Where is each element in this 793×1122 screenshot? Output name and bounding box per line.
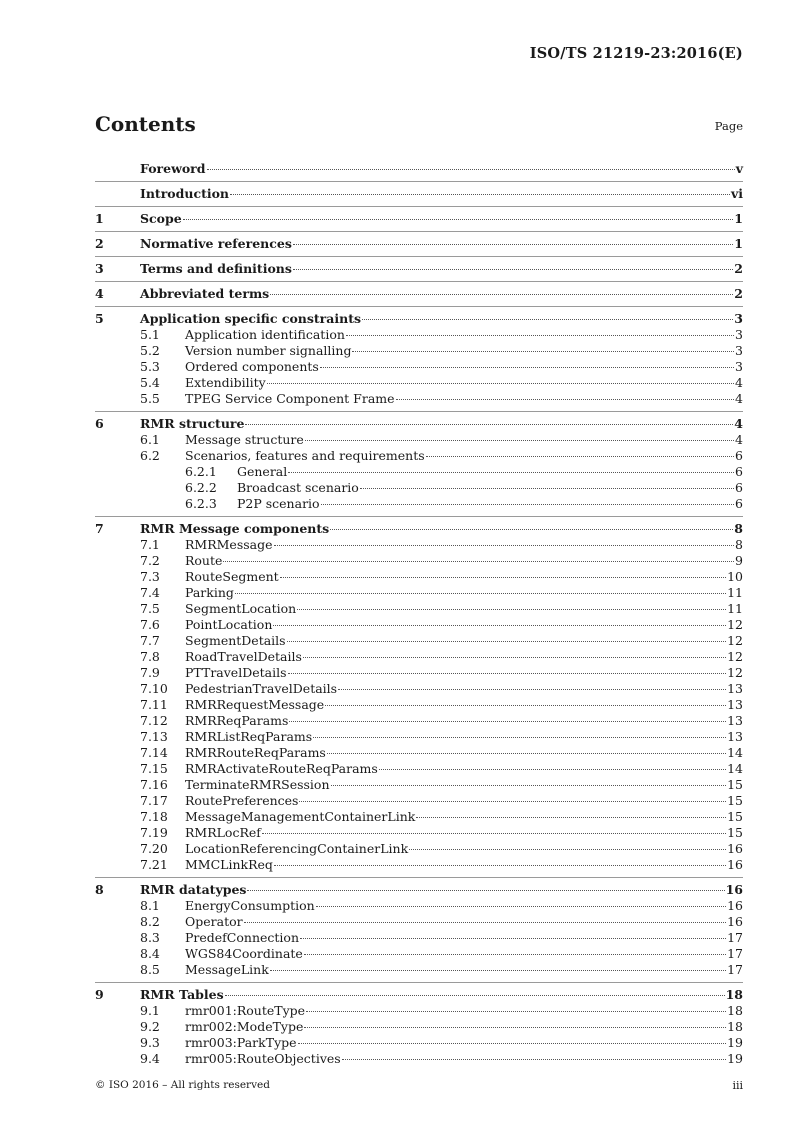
toc-clause [95, 256, 743, 281]
toc-entry-number: 7 [95, 521, 104, 536]
toc-entry-page: 16 [727, 898, 743, 913]
toc-entry-page: 11 [727, 585, 743, 600]
toc-entry-number: 1 [95, 211, 104, 226]
toc-entry-number: 5.5 [140, 391, 160, 406]
toc-entry-number: 6.2.2 [185, 480, 217, 495]
toc-entry-title: Extendibility [185, 375, 266, 390]
copyright-notice: © ISO 2016 – All rights reserved [95, 1079, 270, 1091]
dot-leader [303, 657, 726, 658]
toc-entry-title: Application specific constraints [140, 311, 362, 326]
toc-entry-title: RoadTravelDetails [185, 649, 302, 664]
toc-clause [95, 157, 743, 181]
toc-entry-title: MessageManagementContainerLink [185, 809, 416, 824]
toc-entry[interactable] [95, 649, 743, 665]
toc-entry-title: rmr003:ParkType [185, 1035, 297, 1050]
dot-leader [280, 577, 726, 578]
toc-entry-title: Terms and definitions [140, 261, 292, 276]
toc-entry-page: 8 [734, 521, 743, 536]
toc-entry[interactable] [95, 359, 743, 375]
toc-entry[interactable] [95, 211, 743, 227]
toc-entry-number: 6 [95, 416, 104, 431]
toc-entry-number: 5.4 [140, 375, 160, 390]
toc-entry-page: 16 [725, 882, 743, 897]
toc-entry-title: MMCLinkReq [185, 857, 273, 872]
toc-entry-number: 7.17 [140, 793, 168, 808]
toc-entry-page: 6 [735, 496, 743, 511]
toc-entry-number: 6.2.3 [185, 496, 217, 511]
toc-entry-page: 15 [727, 777, 743, 792]
toc-entry-number: 7.3 [140, 569, 160, 584]
toc-clause [95, 516, 743, 877]
toc-clause [95, 411, 743, 516]
toc-entry[interactable] [95, 537, 743, 553]
toc-entry-page: 12 [727, 665, 743, 680]
toc-entry-page: 17 [727, 946, 743, 961]
toc-entry[interactable] [95, 665, 743, 681]
toc-entry-number: 5.3 [140, 359, 160, 374]
toc-entry-page: vi [730, 186, 743, 201]
toc-entry-number: 6.2.1 [185, 464, 217, 479]
toc-entry-page: 6 [735, 448, 743, 463]
dot-leader [304, 1027, 726, 1028]
toc-entry-title: RMR Tables [140, 987, 224, 1002]
toc-entry-number: 7.11 [140, 697, 168, 712]
toc-entry-title: RMRRequestMessage [185, 697, 325, 712]
toc-entry[interactable] [95, 375, 743, 391]
toc-entry-number: 9.4 [140, 1051, 160, 1066]
toc-entry-page: 13 [727, 697, 743, 712]
toc-entry-title: P2P scenario [237, 496, 320, 511]
dot-leader [306, 1011, 726, 1012]
dot-leader [230, 194, 730, 195]
dot-leader [270, 970, 726, 971]
toc-entry-title: RMR structure [140, 416, 245, 431]
toc-entry-title: RoutePreferences [185, 793, 299, 808]
toc-entry-page: 19 [727, 1035, 743, 1050]
toc-entry-number: 7.14 [140, 745, 168, 760]
toc-entry[interactable] [95, 841, 743, 857]
dot-leader [331, 785, 727, 786]
toc-entry-title: RMR Message components [140, 521, 330, 536]
toc-entry-page: 14 [727, 745, 743, 760]
dot-leader [297, 609, 726, 610]
dot-leader [247, 890, 724, 891]
toc-entry-title: PedestrianTravelDetails [185, 681, 338, 696]
toc-entry-number: 7.6 [140, 617, 160, 632]
toc-entry-title: Parking [185, 585, 234, 600]
toc-entry-page: 10 [727, 569, 743, 584]
dot-leader [362, 319, 733, 320]
toc-entry-title: RouteSegment [185, 569, 279, 584]
toc-entry[interactable] [95, 585, 743, 601]
toc-entry-page: 13 [727, 729, 743, 744]
toc-entry-number: 8.1 [140, 898, 160, 913]
toc-entry[interactable] [95, 236, 743, 252]
toc-entry-page: 6 [735, 480, 743, 495]
toc-clause [95, 281, 743, 306]
dot-leader [287, 641, 727, 642]
toc-entry-title: RMRMessage [185, 537, 273, 552]
toc-entry-title: RMRListReqParams [185, 729, 313, 744]
toc-entry-title: RMRRouteReqParams [185, 745, 326, 760]
dot-leader [273, 625, 726, 626]
toc-entry[interactable] [95, 343, 743, 359]
toc-entry[interactable] [95, 745, 743, 761]
toc-entry-page: 4 [735, 391, 743, 406]
toc-entry-title: rmr002:ModeType [185, 1019, 304, 1034]
toc-entry-number: 5.2 [140, 343, 160, 358]
toc-entry-page: 3 [735, 343, 743, 358]
toc-entry[interactable] [95, 286, 743, 302]
toc-entry-number: 8 [95, 882, 104, 897]
dot-leader [304, 954, 726, 955]
toc-entry-title: PredefConnection [185, 930, 299, 945]
toc-entry-number: 7.9 [140, 665, 160, 680]
toc-entry-title: SegmentLocation [185, 601, 297, 616]
toc-entry-title: rmr001:RouteType [185, 1003, 306, 1018]
toc-entry-page: 17 [727, 930, 743, 945]
toc-entry-number: 2 [95, 236, 104, 251]
toc-entry-page: 15 [727, 825, 743, 840]
toc-entry-page: 1 [734, 211, 743, 226]
toc-entry[interactable] [95, 521, 743, 537]
toc-clause [95, 231, 743, 256]
toc-clause [95, 982, 743, 1071]
toc-entry-page: 2 [734, 286, 743, 301]
dot-leader [320, 367, 734, 368]
toc-entry[interactable] [95, 825, 743, 841]
toc-entry-number: 8.4 [140, 946, 160, 961]
toc-entry[interactable] [95, 857, 743, 873]
toc-entry[interactable] [95, 882, 743, 898]
toc-entry-number: 9.3 [140, 1035, 160, 1050]
toc-clause [95, 877, 743, 982]
page-number: iii [732, 1079, 743, 1092]
toc-entry-number: 8.2 [140, 914, 160, 929]
toc-entry-number: 5 [95, 311, 104, 326]
toc-entry-number: 7.7 [140, 633, 160, 648]
toc-entry-title: Abbreviated terms [140, 286, 270, 301]
toc-entry-number: 7.19 [140, 825, 168, 840]
dot-leader [342, 1059, 726, 1060]
toc-entry-title: SegmentDetails [185, 633, 286, 648]
toc-entry-title: WGS84Coordinate [185, 946, 303, 961]
toc-entry-page: 19 [727, 1051, 743, 1066]
toc-entry-title: RMRActivateRouteReqParams [185, 761, 378, 776]
toc-entry-title: Scenarios, features and requirements [185, 448, 425, 463]
toc-entry[interactable] [95, 464, 743, 480]
toc-entry-title: MessageLink [185, 962, 269, 977]
toc-entry[interactable] [95, 601, 743, 617]
toc-entry-number: 7.13 [140, 729, 168, 744]
toc-entry-page: 4 [735, 432, 743, 447]
dot-leader [327, 753, 726, 754]
toc-entry[interactable] [95, 432, 743, 448]
toc-entry[interactable] [95, 987, 743, 1003]
document-identifier: ISO/TS 21219-23:2016(E) [529, 45, 743, 62]
toc-entry[interactable] [95, 161, 743, 177]
toc-entry[interactable] [95, 261, 743, 277]
toc-entry-number: 4 [95, 286, 104, 301]
toc-entry[interactable] [95, 480, 743, 496]
dot-leader [313, 737, 726, 738]
toc-entry-page: 13 [727, 681, 743, 696]
toc-entry-number: 7.20 [140, 841, 168, 856]
toc-entry-page: 4 [735, 375, 743, 390]
dot-leader [274, 545, 735, 546]
dot-leader [416, 817, 726, 818]
toc-entry-title: rmr005:RouteObjectives [185, 1051, 341, 1066]
toc-entry[interactable] [95, 1051, 743, 1067]
toc-entry[interactable] [95, 761, 743, 777]
toc-entry-page: 18 [727, 1003, 743, 1018]
toc-entry-number: 7.21 [140, 857, 168, 872]
toc-entry-number: 9 [95, 987, 104, 1002]
dot-leader [225, 995, 725, 996]
toc-entry[interactable] [95, 793, 743, 809]
toc-entry-number: 9.2 [140, 1019, 160, 1034]
toc-entry-number: 7.16 [140, 777, 168, 792]
toc-entry-number: 8.5 [140, 962, 160, 977]
toc-entry-page: 3 [735, 359, 743, 374]
toc-entry-number: 7.15 [140, 761, 168, 776]
toc-entry-number: 7.2 [140, 553, 160, 568]
dot-leader [288, 673, 727, 674]
toc-entry-page: 4 [734, 416, 743, 431]
toc-entry-number: 7.1 [140, 537, 160, 552]
dot-leader [325, 705, 726, 706]
toc-entry-title: PointLocation [185, 617, 273, 632]
toc-entry[interactable] [95, 553, 743, 569]
toc-entry-title: TerminateRMRSession [185, 777, 330, 792]
toc-entry[interactable] [95, 962, 743, 978]
toc-entry[interactable] [95, 930, 743, 946]
dot-leader [245, 424, 733, 425]
toc-entry-title: Message structure [185, 432, 304, 447]
dot-leader [293, 244, 733, 245]
toc-clause [95, 206, 743, 231]
toc-entry-page: 3 [735, 327, 743, 342]
toc-entry-number: 6.2 [140, 448, 160, 463]
dot-leader [293, 269, 733, 270]
toc-entry-title: Normative references [140, 236, 292, 251]
toc-entry-title: General [237, 464, 288, 479]
toc-entry-title: Foreword [140, 161, 206, 176]
toc-entry[interactable] [95, 914, 743, 930]
toc-entry[interactable] [95, 617, 743, 633]
toc-entry-title: Scope [140, 211, 182, 226]
dot-leader [305, 440, 734, 441]
toc-entry-title: Ordered components [185, 359, 319, 374]
toc-entry-page: 13 [727, 713, 743, 728]
toc-entry-title: LocationReferencingContainerLink [185, 841, 409, 856]
toc-entry-number: 7.5 [140, 601, 160, 616]
toc-entry[interactable] [95, 729, 743, 745]
dot-leader [396, 399, 735, 400]
toc-entry-page: 9 [735, 553, 743, 568]
toc-entry-title: Application identification [185, 327, 345, 342]
toc-entry[interactable] [95, 186, 743, 202]
toc-entry[interactable] [95, 681, 743, 697]
toc-entry-number: 7.4 [140, 585, 160, 600]
dot-leader [244, 922, 726, 923]
dot-leader [235, 593, 726, 594]
dot-leader [338, 689, 726, 690]
contents-heading: Contents [95, 112, 196, 136]
toc-entry-title: RMRReqParams [185, 713, 289, 728]
dot-leader [352, 351, 734, 352]
toc-entry[interactable] [95, 946, 743, 962]
toc-entry-title: EnergyConsumption [185, 898, 315, 913]
dot-leader [299, 801, 726, 802]
dot-leader [262, 833, 726, 834]
toc-entry[interactable] [95, 1003, 743, 1019]
dot-leader [360, 488, 734, 489]
toc-entry[interactable] [95, 391, 743, 407]
toc-entry[interactable] [95, 416, 743, 432]
toc-entry-title: Route [185, 553, 223, 568]
toc-entry[interactable] [95, 1035, 743, 1051]
toc-clause [95, 181, 743, 206]
toc-entry-title: Operator [185, 914, 243, 929]
toc-entry-page: 15 [727, 793, 743, 808]
toc-entry-number: 9.1 [140, 1003, 160, 1018]
toc-entry[interactable] [95, 697, 743, 713]
dot-leader [267, 383, 734, 384]
toc-entry-number: 7.12 [140, 713, 168, 728]
dot-leader [289, 721, 726, 722]
table-of-contents [95, 157, 743, 1071]
toc-entry[interactable] [95, 569, 743, 585]
toc-entry[interactable] [95, 898, 743, 914]
toc-entry-page: 12 [727, 649, 743, 664]
toc-entry[interactable] [95, 448, 743, 464]
toc-entry-number: 6.1 [140, 432, 160, 447]
toc-entry-page: 6 [735, 464, 743, 479]
toc-entry-title: RMRLocRef [185, 825, 261, 840]
toc-entry[interactable] [95, 633, 743, 649]
toc-entry-page: 12 [727, 617, 743, 632]
toc-entry-number: 5.1 [140, 327, 160, 342]
toc-entry-page: 18 [725, 987, 743, 1002]
dot-leader [183, 219, 734, 220]
dot-leader [316, 906, 726, 907]
dot-leader [330, 529, 733, 530]
dot-leader [409, 849, 726, 850]
toc-entry[interactable] [95, 496, 743, 512]
toc-entry-page: 17 [727, 962, 743, 977]
dot-leader [270, 294, 733, 295]
toc-entry-page: 14 [727, 761, 743, 776]
toc-entry-page: 2 [734, 261, 743, 276]
toc-entry-page: 16 [727, 914, 743, 929]
dot-leader [274, 865, 726, 866]
toc-entry[interactable] [95, 777, 743, 793]
toc-entry-page: 8 [735, 537, 743, 552]
dot-leader [298, 1043, 727, 1044]
toc-entry-title: Version number signalling [185, 343, 352, 358]
dot-leader [321, 504, 734, 505]
toc-entry-page: 3 [734, 311, 743, 326]
toc-entry[interactable] [95, 1019, 743, 1035]
dot-leader [426, 456, 734, 457]
dot-leader [207, 169, 735, 170]
toc-entry-page: 16 [727, 841, 743, 856]
dot-leader [223, 561, 734, 562]
toc-entry-page: 15 [727, 809, 743, 824]
toc-entry-page: 11 [727, 601, 743, 616]
toc-entry-title: RMR datatypes [140, 882, 247, 897]
toc-entry-number: 7.8 [140, 649, 160, 664]
toc-entry[interactable] [95, 809, 743, 825]
toc-entry-number: 3 [95, 261, 104, 276]
dot-leader [379, 769, 726, 770]
toc-entry[interactable] [95, 311, 743, 327]
toc-entry-title: TPEG Service Component Frame [185, 391, 395, 406]
toc-entry-number: 7.10 [140, 681, 168, 696]
toc-entry-number: 7.18 [140, 809, 168, 824]
dot-leader [300, 938, 726, 939]
toc-clause [95, 306, 743, 411]
dot-leader [346, 335, 734, 336]
toc-entry-title: Broadcast scenario [237, 480, 359, 495]
dot-leader [288, 472, 734, 473]
toc-entry-title: Introduction [140, 186, 230, 201]
toc-entry-page: 12 [727, 633, 743, 648]
toc-entry[interactable] [95, 327, 743, 343]
toc-entry-number: 8.3 [140, 930, 160, 945]
toc-entry-page: 1 [734, 236, 743, 251]
toc-entry-page: 16 [727, 857, 743, 872]
toc-entry[interactable] [95, 713, 743, 729]
toc-entry-page: v [735, 161, 743, 176]
toc-entry-title: PTTravelDetails [185, 665, 287, 680]
toc-entry-page: 18 [727, 1019, 743, 1034]
page-column-label: Page [714, 119, 743, 133]
